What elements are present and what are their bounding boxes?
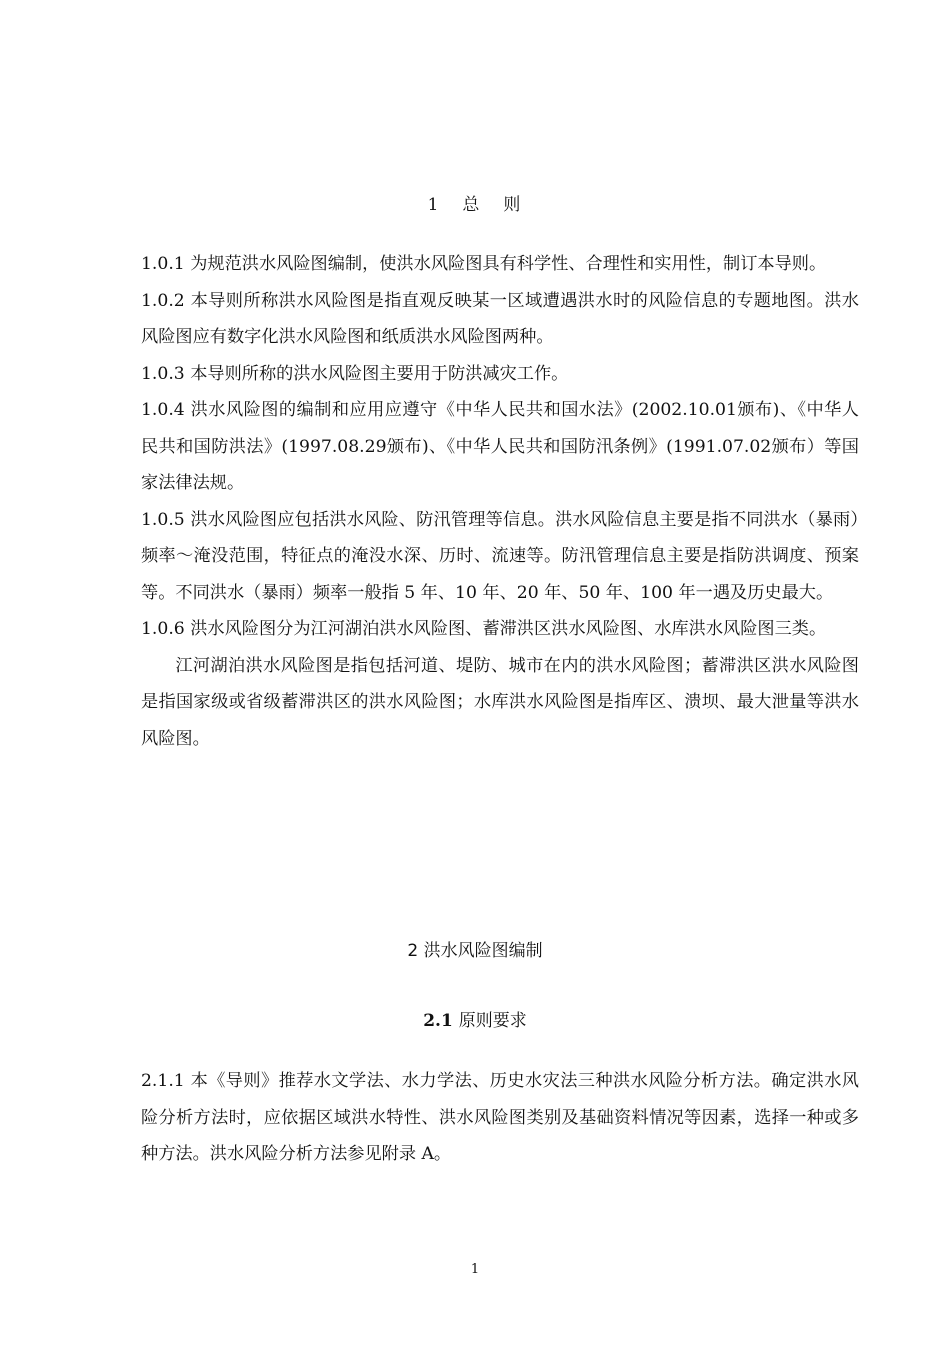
paragraph-1-0-6: 1.0.6 洪水风险图分为江河湖泊洪水风险图、蓄滞洪区洪水风险图、水库洪水风险图三类。 xyxy=(141,619,827,639)
section-2-1-body xyxy=(141,1063,859,1173)
section-2-1-heading xyxy=(0,1006,950,1031)
paragraph-1-0-5: 1.0.5 洪水风险图应包括洪水风险、防汛管理等信息。洪水风险信息主要是指不同洪水（暴雨）频率～淹没范围，特征点的淹没水深、历时、流速等。防汛管理信息主要是指防洪调度、预案等。不同洪水（暴雨）频率一般指 5 年、10 年、20 年、50 年、100 年一遇及历史最大。 xyxy=(141,509,859,603)
chapter-1-heading xyxy=(0,190,950,215)
paragraph-1-0-2: 1.0.2 本导则所称洪水风险图是指直观反映某一区域遭遇洪水时的风险信息的专题地图。洪水风险图应有数字化洪水风险图和纸质洪水风险图两种。 xyxy=(141,290,859,347)
chapter-1-number: 1 xyxy=(427,195,441,215)
paragraph-1-0-1: 1.0.1 为规范洪水风险图编制，使洪水风险图具有科学性、合理性和实用性，制订本导则。 xyxy=(141,254,827,274)
paragraph-1-0-6-detail: 江河湖泊洪水风险图是指包括河道、堤防、城市在内的洪水风险图；蓄滞洪区洪水风险图是指国家级或省级蓄滞洪区的洪水风险图；水库洪水风险图是指库区、溃坝、最大泄量等洪水风险图。 xyxy=(141,655,859,749)
paragraph-1-0-4: 1.0.4 洪水风险图的编制和应用应遵守《中华人民共和国水法》(2002.10.01颁布)、《中华人民共和国防洪法》(1997.08.29颁布)、《中华人民共和国防汛条例》(1991.07.02颁布）等国家法律法规。 xyxy=(141,400,859,493)
chapter-2-heading: 2 洪水风险图编制 xyxy=(407,941,543,961)
section-2-1-number: 2.1 xyxy=(423,1011,453,1031)
chapter-1-body xyxy=(141,246,859,757)
chapter-1-title-part-2: 则 xyxy=(503,195,523,215)
section-2-1-title: 原则要求 xyxy=(458,1011,527,1031)
chapter-1-title-part-1: 总 xyxy=(462,195,482,215)
paragraph-2-1-1: 2.1.1 本《导则》推荐水文学法、水力学法、历史水灾法三种洪水风险分析方法。确定洪水风险分析方法时，应依据区域洪水特性、洪水风险图类别及基础资料情况等因素，选择一种或多种方法。洪水风险分析方法参见附录 A。 xyxy=(141,1071,859,1164)
paragraph-1-0-3: 1.0.3 本导则所称的洪水风险图主要用于防洪减灾工作。 xyxy=(141,363,569,384)
page-number: 1 xyxy=(470,1262,480,1277)
